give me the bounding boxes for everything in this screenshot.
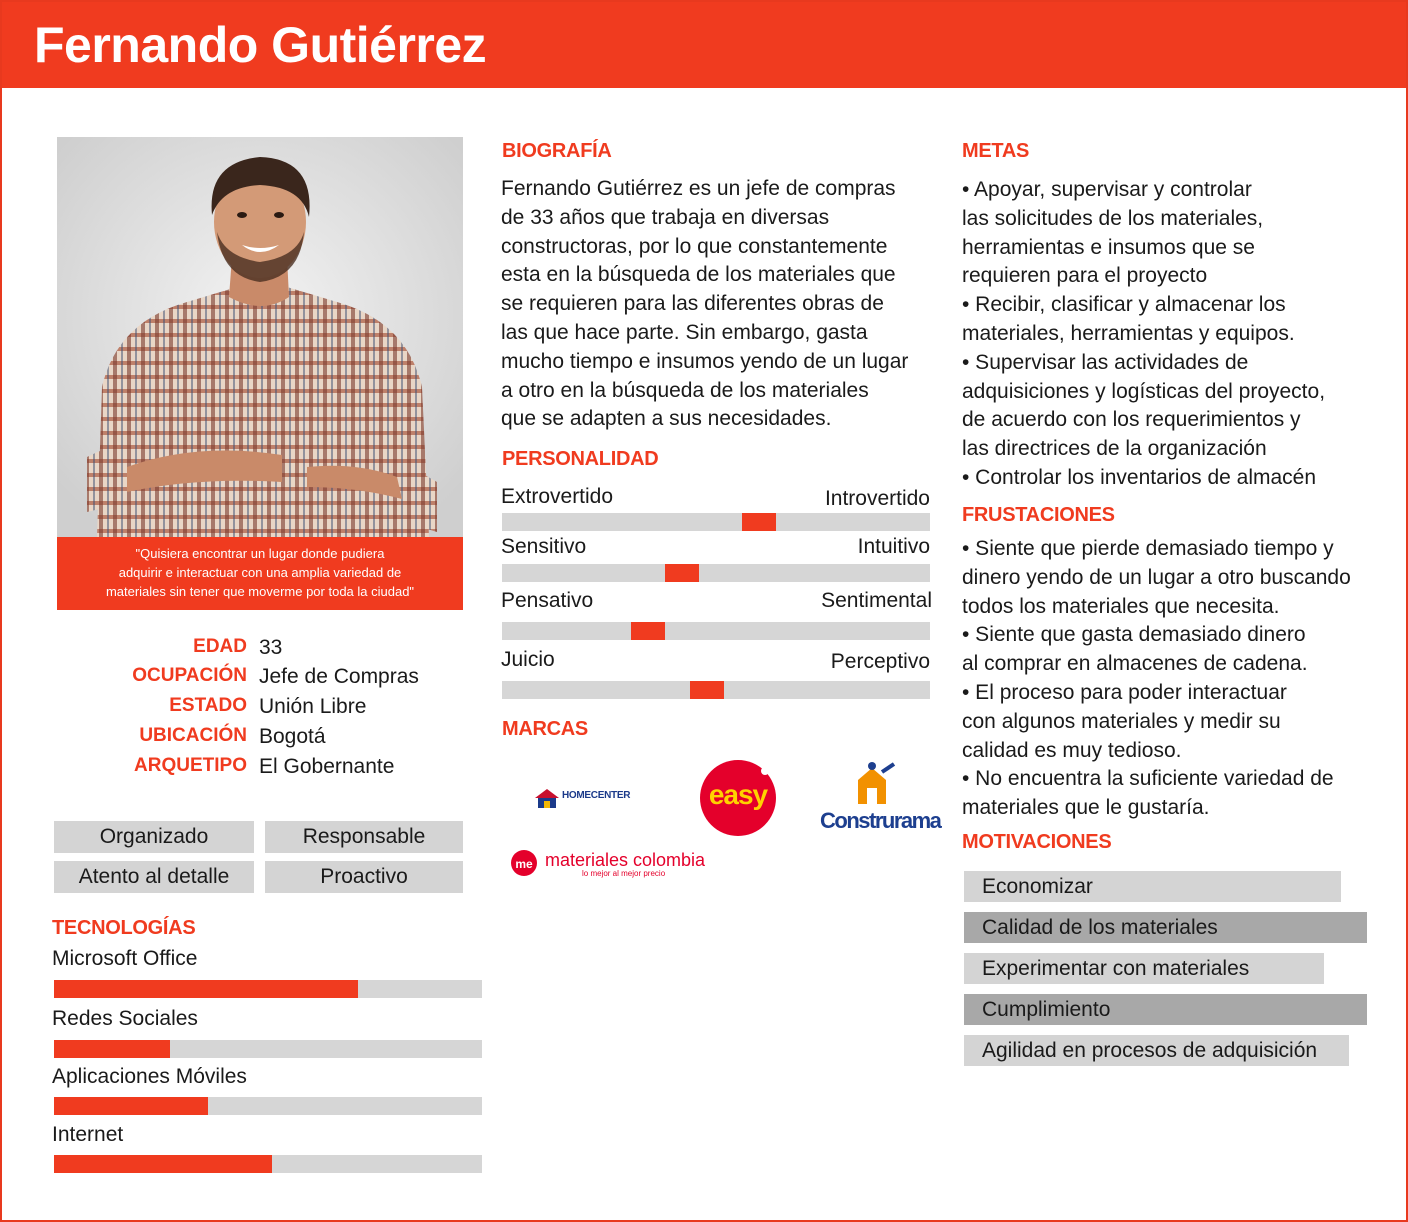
bio-line: esta en la búsqueda de los materiales que <box>501 263 896 287</box>
tech-label: Aplicaciones Móviles <box>52 1065 247 1088</box>
frustraciones-line: con algunos materiales y medir su <box>962 709 1281 733</box>
motivacion-item: Economizar <box>964 871 1341 902</box>
motivacion-item: Calidad de los materiales <box>964 912 1367 943</box>
info-label: OCUPACIÓN <box>132 665 247 686</box>
tech-bar-fill <box>54 1040 170 1058</box>
trait-badge: Proactivo <box>265 861 463 893</box>
metas-line: materiales, herramientas y equipos. <box>962 321 1295 345</box>
pers-marker <box>690 681 724 699</box>
pers-right-label: Introvertido <box>824 487 930 510</box>
info-row-edad <box>57 636 477 666</box>
pers-left-label: Juicio <box>501 648 555 671</box>
info-label: ESTADO <box>169 695 247 716</box>
pers-marker <box>631 622 665 640</box>
pers-scale <box>502 564 930 582</box>
info-label: UBICACIÓN <box>139 725 247 746</box>
frustraciones-line: • Siente que pierde demasiado tiempo y <box>962 537 1334 560</box>
pers-marker <box>665 564 699 582</box>
metas-line: herramientas e insumos que se <box>962 235 1255 259</box>
tech-bar <box>54 1040 482 1058</box>
metas-line: requieren para el proyecto <box>962 264 1208 288</box>
tech-label: Internet <box>52 1123 124 1146</box>
materiales-colombia-text: materiales colombia <box>545 850 706 870</box>
easy-text: easy <box>708 779 768 810</box>
pers-right-label: Sentimental <box>821 589 932 612</box>
tech-bar <box>54 1155 482 1173</box>
info-label: EDAD <box>193 636 247 657</box>
tech-bar <box>54 980 482 998</box>
tech-bar-fill <box>54 1155 272 1173</box>
metas-line: • Recibir, clasificar y almacenar los <box>962 293 1286 317</box>
metas-line: adquisiciones y logísticas del proyecto, <box>962 379 1326 403</box>
tech-label: Microsoft Office <box>52 947 198 970</box>
metas-line: • Apoyar, supervisar y controlar <box>962 178 1252 201</box>
personalidad-title: PERSONALIDAD <box>502 448 659 470</box>
quote-line: materiales sin tener que moverme por toda la ciudad" <box>105 584 415 599</box>
pers-right-label: Intuitivo <box>857 535 930 558</box>
persona-quote <box>57 537 463 610</box>
metas-list <box>962 176 1392 493</box>
quote-line: "Quisiera encontrar un lugar donde pudiera <box>135 546 385 561</box>
frustraciones-line: • No encuentra la suficiente variedad de <box>962 767 1334 791</box>
header-bar <box>2 2 1406 88</box>
pers-scale <box>502 513 930 531</box>
pers-scale <box>502 622 930 640</box>
motivacion-item: Cumplimiento <box>964 994 1367 1025</box>
info-row-estado <box>57 695 477 725</box>
frustraciones-line: • Siente que gasta demasiado dinero <box>962 623 1306 647</box>
trait-badge: Atento al detalle <box>54 861 254 893</box>
bio-line: se requieren para las diferentes obras de <box>501 292 884 316</box>
motivacion-item: Experimentar con materiales <box>964 953 1324 984</box>
frustraciones-line: dinero yendo de un lugar a otro buscando <box>962 565 1351 589</box>
metas-line: las solicitudes de los materiales, <box>962 206 1264 230</box>
info-value: Bogotá <box>259 725 326 748</box>
homecenter-house-icon <box>534 787 560 809</box>
info-value: 33 <box>259 636 283 659</box>
svg-text:me: me <box>515 857 533 871</box>
metas-line: • Controlar los inventarios de almacén <box>962 465 1317 489</box>
tech-bar <box>54 1097 482 1115</box>
frustraciones-line: al comprar en almacenes de cadena. <box>962 652 1308 676</box>
info-value: Jefe de Compras <box>259 665 419 688</box>
bio-line: Fernando Gutiérrez es un jefe de compras <box>501 177 896 200</box>
materiales-colombia-logo <box>510 847 730 881</box>
biografia-text <box>501 175 941 434</box>
metas-line: las directrices de la organización <box>962 437 1267 461</box>
info-value: Unión Libre <box>259 695 367 718</box>
pers-right-label: Perceptivo <box>830 650 930 673</box>
tech-label: Redes Sociales <box>52 1007 198 1030</box>
info-row-ocupacion <box>57 665 477 695</box>
person-photo-icon <box>57 137 463 537</box>
metas-title: METAS <box>962 140 1030 162</box>
trait-badge: Organizado <box>54 821 254 853</box>
metas-line: • Supervisar las actividades de <box>962 350 1249 374</box>
materiales-colombia-circle-icon <box>510 849 538 877</box>
easy-logo <box>699 759 777 837</box>
bio-line: de 33 años que trabaja en diversas <box>501 205 830 229</box>
metas-line: de acuerdo con los requerimientos y <box>962 408 1301 432</box>
bio-line: mucho tiempo e insumos yendo de un lugar <box>501 349 909 373</box>
construrama-logo <box>820 762 941 838</box>
person-photo <box>57 137 463 537</box>
motivacion-item: Agilidad en procesos de adquisición <box>964 1035 1349 1066</box>
bio-line: a otro en la búsqueda de los materiales <box>501 378 869 402</box>
bio-line: que se adapten a sus necesidades. <box>501 407 832 431</box>
construrama-text: Construrama <box>820 808 941 833</box>
marcas-title: MARCAS <box>502 718 588 740</box>
homecenter-logo <box>534 787 646 811</box>
pers-marker <box>742 513 776 531</box>
frustraciones-line: calidad es muy tedioso. <box>962 738 1182 762</box>
frustraciones-line: todos los materiales que necesita. <box>962 594 1280 618</box>
construrama-house-icon <box>846 762 896 808</box>
trait-badge: Responsable <box>265 821 463 853</box>
homecenter-text: HOMECENTER <box>562 790 631 801</box>
info-row-ubicacion <box>57 725 477 755</box>
info-row-arquetipo <box>57 755 477 785</box>
frustraciones-list <box>962 535 1402 823</box>
tech-bar-fill <box>54 1097 208 1115</box>
frustraciones-title: FRUSTACIONES <box>962 504 1115 526</box>
info-value: El Gobernante <box>259 755 395 778</box>
biografia-title: BIOGRAFÍA <box>502 140 612 162</box>
bio-line: las que hace parte. Sin embargo, gasta <box>501 320 868 344</box>
tech-bar-fill <box>54 980 358 998</box>
pers-left-label: Sensitivo <box>501 535 587 558</box>
tecnologias-title: TECNOLOGÍAS <box>52 917 196 939</box>
pers-left-label: Pensativo <box>501 589 594 612</box>
materiales-colombia-tagline: lo mejor al mejor precio <box>582 869 666 878</box>
motivaciones-title: MOTIVACIONES <box>962 831 1112 853</box>
quote-line: adquirir e interactuar con una amplia variedad de <box>118 565 402 580</box>
pers-scale <box>502 681 930 699</box>
frustraciones-line: materiales que le gustaría. <box>962 796 1210 820</box>
pers-left-label: Extrovertido <box>501 485 614 508</box>
frustraciones-line: • El proceso para poder interactuar <box>962 680 1287 704</box>
persona-name: Fernando Gutiérrez <box>34 17 487 73</box>
info-label: ARQUETIPO <box>134 755 247 776</box>
bio-line: constructoras, por lo que constantemente <box>501 234 888 258</box>
